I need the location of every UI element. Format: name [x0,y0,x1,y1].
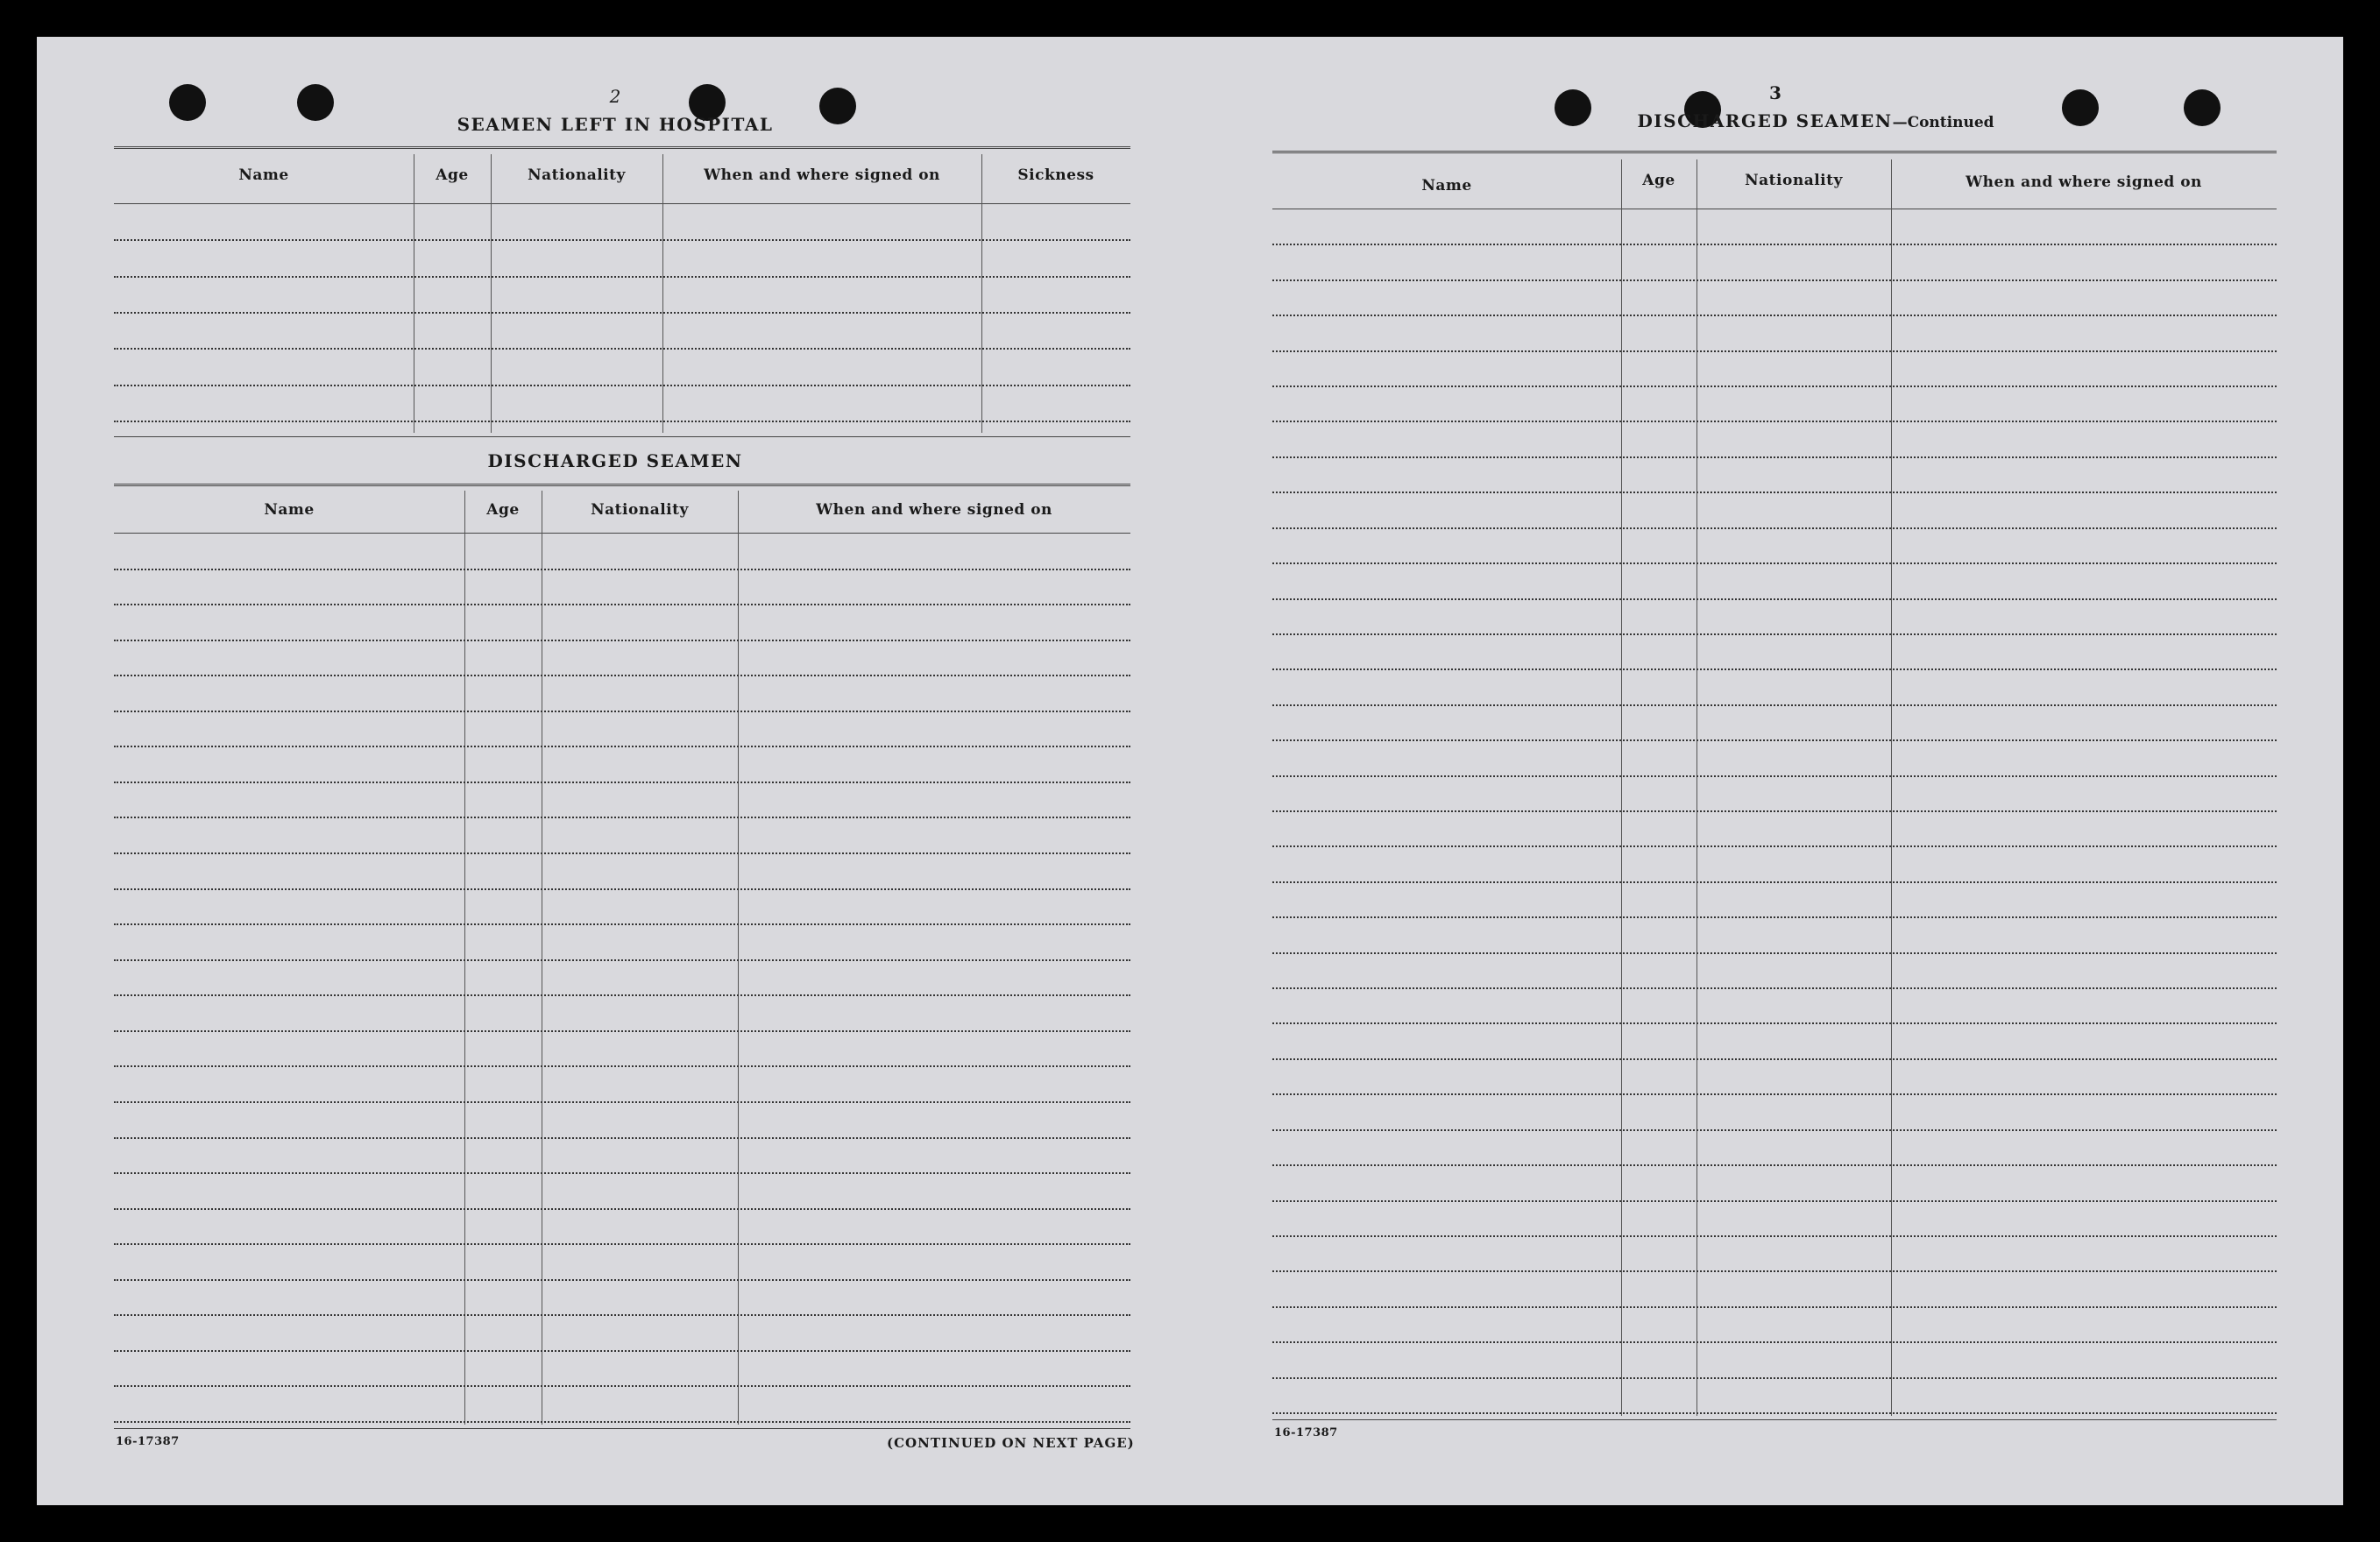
punch-hole [2062,89,2099,126]
column-header-name: Name [1421,177,1472,195]
table-row-line [114,239,1130,241]
table-row-line [114,1385,1130,1387]
discharged-section-title: DISCHARGED SEAMEN [487,450,743,471]
table-row-line [114,569,1130,570]
title-rule [114,484,1130,488]
table-row-line [1272,315,2277,316]
column-header-nationality: Nationality [528,166,626,184]
hospital-section-title: SEAMEN LEFT IN HOSPITAL [457,114,774,135]
column-divider [464,491,465,1425]
column-header-signed-on: When and where signed on [1966,173,2202,191]
column-header-nationality: Nationality [591,501,689,519]
table-row-line [1272,421,2277,422]
table-row-line [114,746,1130,747]
table-row-line [114,1030,1130,1032]
table-row-line [1272,775,2277,777]
table-row-line [1272,492,2277,493]
table-row-line [1272,1058,2277,1060]
continued-note: (CONTINUED ON NEXT PAGE) [887,1435,1135,1451]
column-divider [1621,159,1622,1416]
table-row-line [114,1065,1130,1067]
table-row-line [114,711,1130,712]
table-row-line [1272,1129,2277,1131]
table-row-line [114,312,1130,314]
form-number: 16-17387 [1274,1426,1338,1439]
table-row-line [114,276,1130,278]
column-header-name: Name [238,166,289,184]
table-row-line [1272,1022,2277,1024]
table-row-line [114,852,1130,854]
table-row-line [1272,704,2277,706]
table-row-line [114,604,1130,605]
column-header-sickness: Sickness [1017,166,1094,184]
table-row-line [1272,987,2277,989]
title-rule [114,146,1130,151]
header-rule [114,203,1130,204]
column-header-signed-on: When and where signed on [704,166,940,184]
column-divider [981,154,982,433]
header-rule [114,533,1130,534]
column-header-signed-on: When and where signed on [816,501,1052,519]
table-row-line [1272,386,2277,387]
table-row-line [1272,739,2277,741]
table-row-line [1272,562,2277,564]
section-rule [114,436,1130,437]
punch-hole [2184,89,2221,126]
title-suffix: —Continued [1892,114,1994,131]
table-row-line [1272,1235,2277,1237]
page-number: 2 [609,86,621,107]
table-row-line [114,1314,1130,1316]
title-text: DISCHARGED SEAMEN [1637,110,1893,131]
table-row-line [114,675,1130,676]
table-row-line [1272,598,2277,600]
table-row-line [1272,1412,2277,1414]
table-row-line [114,959,1130,961]
table-row-line [114,1101,1130,1103]
table-row-line [114,994,1130,996]
column-header-age: Age [486,501,520,519]
table-row-line [1272,810,2277,812]
punch-hole [169,84,206,121]
table-row-line [114,817,1130,818]
column-divider [491,154,492,433]
table-row-line [114,348,1130,350]
column-header-age: Age [436,166,469,184]
column-divider [738,491,739,1425]
discharged-continued-title [1588,110,2044,131]
table-row-line [114,1172,1130,1174]
ledger-sheet [37,37,2343,1505]
table-row-line [1272,668,2277,670]
punch-hole [297,84,334,121]
title-rule [1272,151,2277,155]
table-row-line [114,1279,1130,1281]
punch-hole [1555,89,1591,126]
column-header-name: Name [264,501,315,519]
bottom-rule [114,1428,1130,1429]
column-divider [1696,159,1697,1416]
table-row-line [114,385,1130,386]
table-row-line [114,888,1130,890]
column-header-nationality: Nationality [1745,172,1843,189]
form-number: 16-17387 [116,1435,180,1448]
table-row-line [1272,279,2277,281]
table-row-line [1272,1270,2277,1272]
table-row-line [114,640,1130,641]
table-row-line [114,1421,1130,1423]
table-row-line [1272,1164,2277,1166]
table-row-line [1272,1341,2277,1343]
table-row-line [114,782,1130,783]
page-number: 3 [1769,82,1781,103]
table-row-line [1272,916,2277,918]
column-divider [662,154,663,433]
table-row-line [114,1243,1130,1245]
table-row-line [1272,633,2277,635]
table-row-line [1272,527,2277,529]
column-divider [1891,159,1892,1416]
table-row-line [1272,1200,2277,1202]
table-row-line [114,421,1130,422]
table-row-line [1272,1093,2277,1095]
table-row-line [1272,350,2277,352]
table-row-line [1272,1377,2277,1379]
table-row-line [1272,244,2277,245]
bottom-rule [1272,1419,2277,1420]
table-row-line [114,1137,1130,1139]
table-row-line [1272,881,2277,883]
table-row-line [114,1350,1130,1352]
column-header-age: Age [1642,172,1675,189]
table-row-line [1272,952,2277,954]
table-row-line [114,1208,1130,1210]
table-row-line [1272,845,2277,847]
table-row-line [114,923,1130,925]
table-row-line [1272,456,2277,458]
table-row-line [1272,1306,2277,1308]
